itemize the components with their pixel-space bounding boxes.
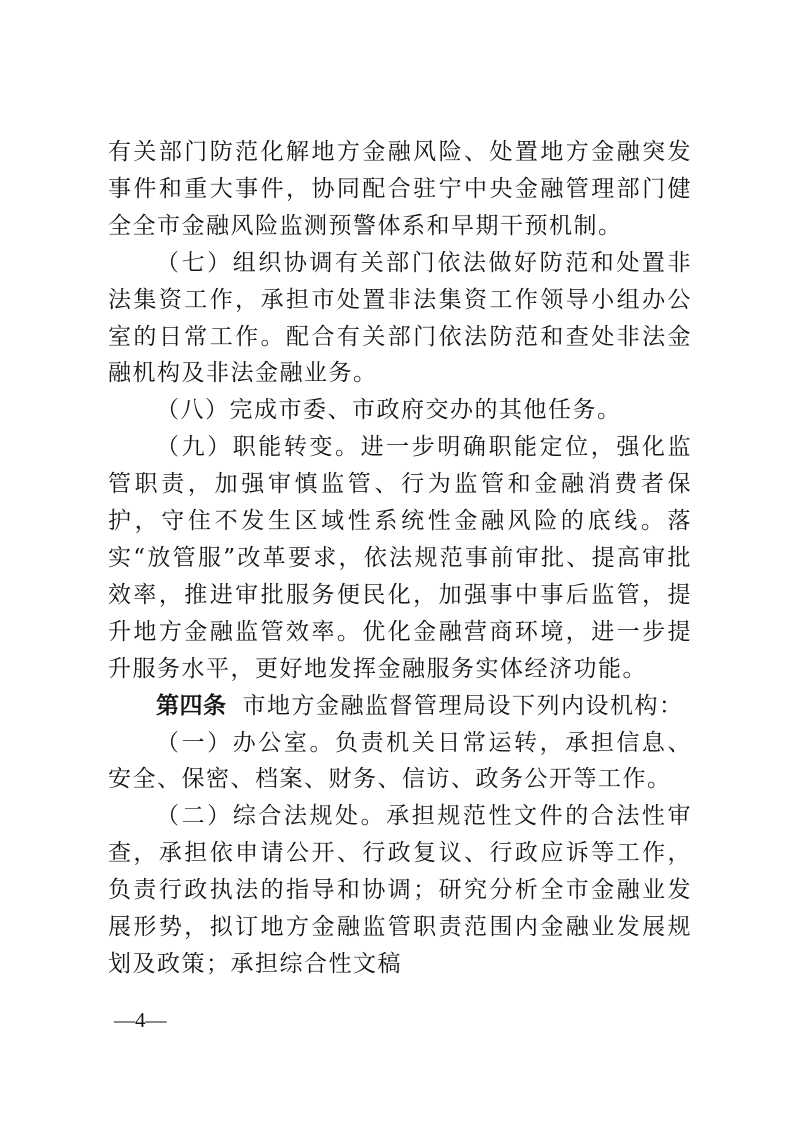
institution-item-1: （一）办公室。负责机关日常运转，承担信息、安全、保密、档案、财务、信访、政务公开等工作。 bbox=[108, 729, 692, 793]
paragraph-continuation: 有关部门防范化解地方金融风险、处置地方金融突发事件和重大事件，协同配合驻宁中央金融管理部门健全全市金融风险监测预警体系和早期干预机制。 bbox=[108, 139, 692, 239]
paragraph-item-7: （七）组织协调有关部门依法做好防范和处置非法集资工作，承担市处置非法集资工作领导小组办公室的日常工作。配合有关部门依法防范和查处非法金融机构及非法金融业务。 bbox=[108, 249, 692, 387]
page-number: —4— bbox=[114, 1008, 167, 1032]
body-text bbox=[108, 134, 692, 983]
article-4 bbox=[108, 688, 692, 725]
paragraph-item-9: （九）职能转变。进一步明确职能定位，强化监管职责，加强审慎监管、行为监管和金融消费者保护，守住不发生区域性系统性金融风险的底线。落实“放管服”改革要求，依法规范事前审批、提高审批效率，推进审批服务便民化，加强事中事后监管，提升地方金融监管效率。优化金融营商环境，进一步提升服务水平，更好地发挥金融服务实体经济功能。 bbox=[108, 434, 692, 682]
article-4-title: 第四条 bbox=[156, 692, 227, 719]
article-4-text: 市地方金融监督管理局设下列内设机构： bbox=[242, 692, 684, 719]
institution-item-2: （二）综合法规处。承担规范性文件的合法性审查，承担依申请公开、行政复议、行政应诉等工作，负责行政执法的指导和协调；研究分析全市金融业发展形势，拟订地方金融监管职责范围内金融业发展规划及政策；承担综合性文稿 bbox=[108, 803, 692, 977]
paragraph-item-8: （八）完成市委、市政府交办的其他任务。 bbox=[156, 397, 622, 424]
